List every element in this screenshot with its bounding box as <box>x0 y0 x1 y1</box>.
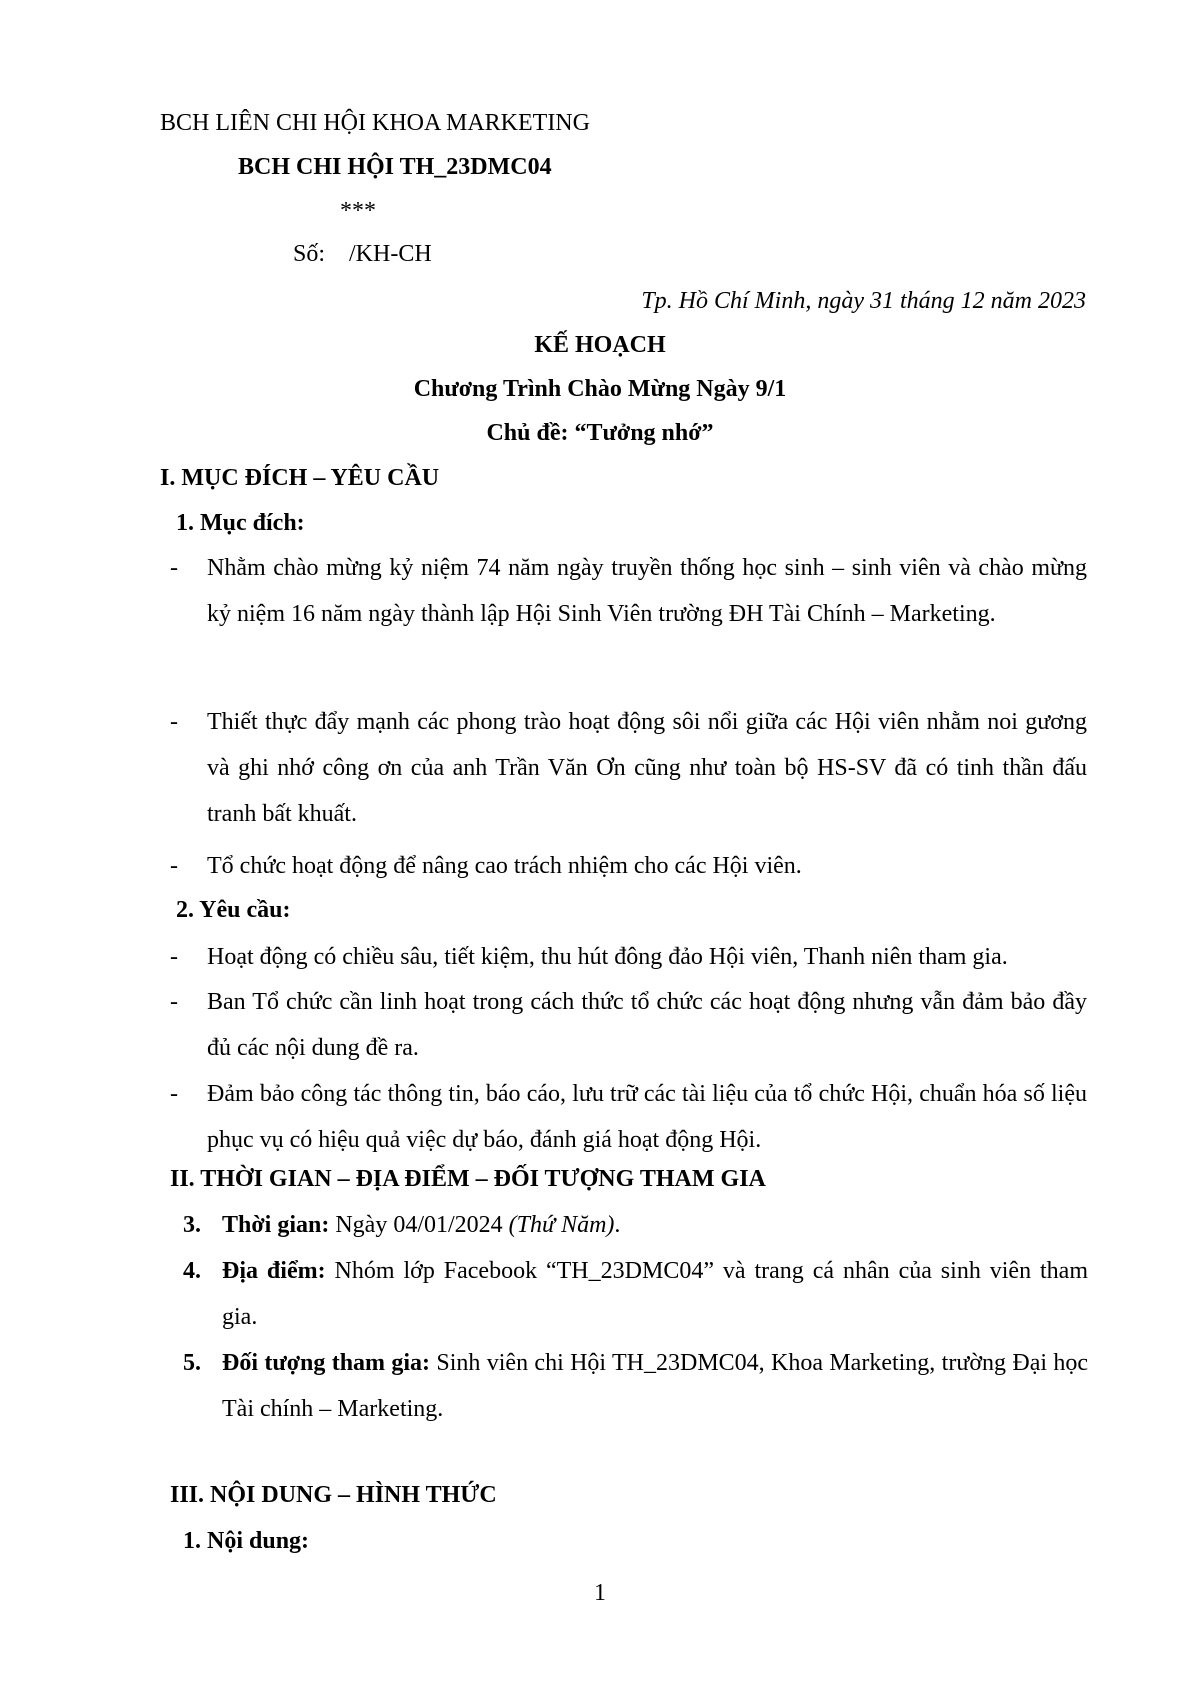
time-label: Thời gian: <box>222 1212 330 1238</box>
purpose-heading: 1. Mục đích: <box>176 510 305 536</box>
location-value: Nhóm lớp Facebook “TH_23DMC04” và trang cá nhân của sinh viên tham gia. <box>222 1258 1088 1330</box>
org-parent: BCH LIÊN CHI HỘI KHOA MARKETING <box>160 110 590 136</box>
requirement-item-1: Hoạt động có chiều sâu, tiết kiệm, thu hút đông đảo Hội viên, Thanh niên tham gia. <box>207 944 1008 970</box>
section-1-heading: I. MỤC ĐÍCH – YÊU CẦU <box>160 465 440 491</box>
bullet-dash: - <box>170 944 178 970</box>
stars-separator: *** <box>340 198 376 224</box>
purpose-item-2: Thiết thực đẩy mạnh các phong trào hoạt động sôi nổi giữa các Hội viên nhằm noi gương và ghi nhớ công ơn của anh Trần Văn Ơn cũng như toàn bộ HS-SV đã có tinh thần đấu tranh bất khuất. <box>207 709 1087 827</box>
requirement-item-2: Ban Tổ chức cần linh hoạt trong cách thức tổ chức các hoạt động nhưng vẫn đảm bảo đầy đủ các nội dung đề ra. <box>207 989 1087 1061</box>
section-2-heading: II. THỜI GIAN – ĐỊA ĐIỂM – ĐỐI TƯỢNG THAM GIA <box>170 1166 766 1192</box>
purpose-item-1: Nhằm chào mừng kỷ niệm 74 năm ngày truyền thống học sinh – sinh viên và chào mừng kỷ niệm 16 năm ngày thành lập Hội Sinh Viên trường ĐH Tài Chính – Marketing. <box>207 555 1087 627</box>
bullet-dash: - <box>170 989 178 1015</box>
time-tail: . <box>614 1212 621 1238</box>
time-weekday: (Thứ Năm) <box>508 1212 615 1238</box>
document-title: KẾ HOẠCH <box>534 332 666 358</box>
participants-label: Đối tượng tham gia: <box>222 1350 431 1376</box>
content-heading: 1. Nội dung: <box>183 1528 310 1554</box>
place-date: Tp. Hồ Chí Minh, ngày 31 tháng 12 năm 2023 <box>641 288 1086 314</box>
page-number: 1 <box>594 1580 606 1606</box>
program-title: Chương Trình Chào Mừng Ngày 9/1 <box>413 376 787 402</box>
section-3-heading: III. NỘI DUNG – HÌNH THỨC <box>170 1482 497 1508</box>
org-branch: BCH CHI HỘI TH_23DMC04 <box>238 154 552 180</box>
item-number: 4. <box>183 1258 201 1284</box>
location-label: Địa điểm: <box>222 1258 326 1284</box>
bullet-dash: - <box>170 1081 178 1107</box>
bullet-dash: - <box>170 709 178 735</box>
time-item <box>222 1202 1088 1248</box>
participants-value: Sinh viên chi Hội TH_23DMC04, Khoa Marketing, trường Đại học Tài chính – Marketing. <box>222 1350 1089 1422</box>
requirement-item-3: Đảm bảo công tác thông tin, báo cáo, lưu trữ các tài liệu của tổ chức Hội, chuẩn hóa số liệu phục vụ có hiệu quả việc dự báo, đánh giá hoạt động Hội. <box>207 1081 1087 1153</box>
time-value: Ngày 04/01/2024 <box>329 1212 509 1238</box>
participants-item <box>222 1340 1088 1432</box>
requirement-heading: 2. Yêu cầu: <box>176 897 291 923</box>
document-number: Số: /KH-CH <box>293 241 432 267</box>
theme-title: Chủ đề: “Tưởng nhớ” <box>486 420 714 446</box>
item-number: 5. <box>183 1350 201 1376</box>
bullet-dash: - <box>170 555 178 581</box>
item-number: 3. <box>183 1212 201 1238</box>
purpose-item-3: Tổ chức hoạt động để nâng cao trách nhiệm cho các Hội viên. <box>207 853 802 879</box>
location-item <box>222 1248 1088 1340</box>
bullet-dash: - <box>170 853 178 879</box>
